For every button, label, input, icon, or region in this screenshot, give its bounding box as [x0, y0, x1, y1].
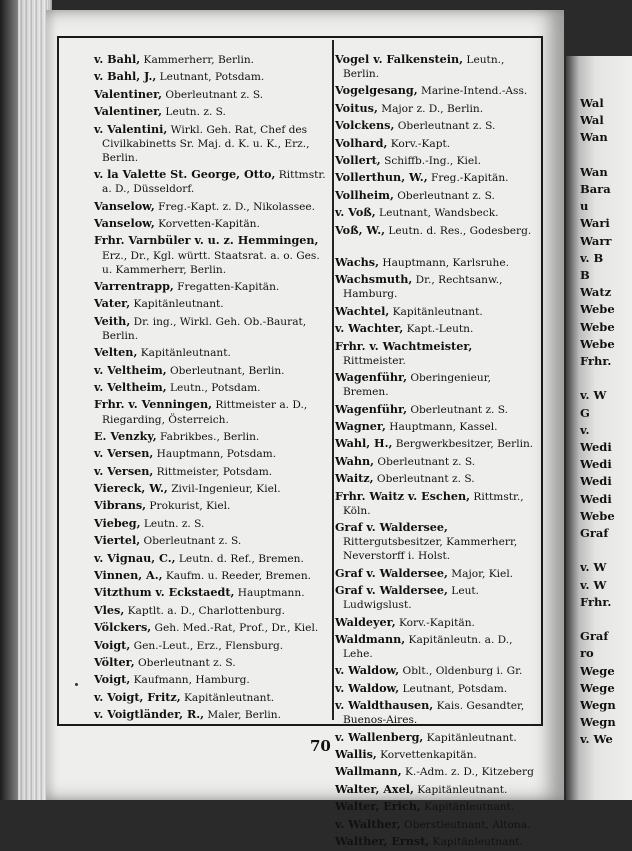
section-gap [335, 240, 538, 255]
next-page-edge [566, 56, 632, 800]
directory-entry [335, 454, 538, 469]
next-page-fragment: Wegn [580, 715, 616, 730]
directory-entry [94, 585, 327, 600]
directory-entry [94, 397, 327, 426]
entry-details: Rittmeister. [343, 354, 406, 367]
directory-entry [94, 551, 327, 566]
directory-entry [335, 747, 538, 762]
next-page-fragment: v. W [580, 388, 607, 403]
entry-name: Frhr. v. Venningen, [94, 397, 212, 412]
entry-details: Oberleutnant z. S. [394, 120, 496, 133]
directory-entry [94, 167, 327, 196]
entry-name: Valentiner, [94, 86, 163, 101]
entry-name: v. la Valette St. George, Otto, [94, 167, 276, 182]
entry-details: Major z. D., Berlin. [377, 102, 484, 115]
entry-details: Oberleutnant z. S. [134, 656, 236, 669]
directory-entry [94, 620, 327, 635]
entry-details: Oberleutnant z. S. [373, 473, 475, 486]
directory-entry [335, 834, 538, 849]
entry-details: Kais. Gesandter, Buenos-Aires. [343, 700, 525, 727]
entry-details: K.-Adm. z. D., Kitzeberg [401, 766, 534, 779]
entry-details: Korvetten-Kapitän. [154, 218, 260, 231]
entry-details: Leutn. z. S. [162, 106, 226, 119]
entry-details: Oberleutnant z. S. [374, 455, 476, 468]
entry-details: Marine-Intend.-Ass. [417, 85, 528, 98]
entry-details: Dr. ing., Wirkl. Geh. Ob.-Baurat, Berlin. [102, 315, 307, 342]
directory-entry [94, 464, 327, 479]
next-page-fragment: v. W [580, 560, 607, 575]
entry-name: Viertel, [94, 533, 141, 548]
left-column [94, 52, 327, 725]
directory-entry [94, 672, 327, 687]
next-page-fragment: Watz [580, 285, 612, 300]
next-page-fragment: Warr [580, 233, 612, 248]
entry-details: Kaufmann, Hamburg. [130, 674, 250, 687]
entry-name: Wagenführ, [335, 370, 407, 385]
directory-entry [94, 707, 327, 722]
directory-entry [94, 122, 327, 165]
entry-name: Voitus, [335, 100, 378, 115]
next-page-fragment: Webe [580, 336, 615, 351]
entry-details: Oberingenieur, Bremen. [343, 372, 491, 399]
directory-entry [335, 520, 538, 563]
entry-name: Vollheim, [335, 187, 394, 202]
directory-entry [335, 272, 538, 301]
next-page-fragment: Wari [580, 216, 610, 231]
next-page-fragment: ro [580, 646, 594, 661]
entry-name: Viebeg, [94, 515, 141, 530]
entry-name: Vogelgesang, [335, 83, 418, 98]
directory-entry [335, 153, 538, 168]
entry-name: Velten, [94, 345, 138, 360]
directory-entry [335, 304, 538, 319]
entry-details: Korv.-Kapt. [387, 137, 451, 150]
entry-name: Wachs, [335, 255, 379, 269]
entry-name: v. Veltheim, [94, 380, 167, 395]
next-page-fragment: Frhr. [580, 594, 612, 609]
directory-entry [94, 429, 327, 444]
entry-details: Leut. Ludwigslust. [343, 585, 480, 612]
next-page-fragment: v. We [580, 732, 613, 747]
next-page-fragment: Webe [580, 319, 615, 334]
entry-name: Vitzthum v. Eckstaedt, [94, 585, 235, 600]
entry-name: Vanselow, [94, 216, 155, 231]
entry-name: Vater, [94, 296, 131, 311]
directory-entry [335, 118, 538, 133]
next-page-fragment: Wegn [580, 698, 616, 712]
entry-details: Leutn. z. S. [140, 517, 205, 530]
entry-details: Maler, Berlin. [204, 709, 281, 722]
entry-details: Korv.-Kapitän. [395, 616, 475, 629]
directory-entry [94, 296, 327, 311]
directory-entry [335, 255, 538, 270]
entry-details: Hauptmann, Kassel. [385, 421, 498, 434]
next-page-fragment: v. [580, 422, 590, 437]
directory-entry [335, 764, 538, 779]
entry-name: Wahl, H., [335, 436, 393, 451]
next-page-fragment: Graf [580, 526, 609, 540]
entry-details: Fregatten-Kapitän. [173, 280, 280, 293]
directory-entry [335, 615, 538, 630]
directory-entry [335, 402, 538, 417]
directory-entry [335, 489, 538, 518]
entry-name: Walter, Erich, [335, 799, 421, 814]
next-page-fragment: Wedi [580, 440, 612, 454]
next-page-fragment: Wege [580, 680, 615, 695]
directory-entry [94, 690, 327, 705]
entry-name: v. Wallenberg, [335, 729, 424, 744]
directory-entry [94, 516, 327, 531]
entry-details: Kapt.-Leutn. [403, 323, 474, 336]
entry-details: Prokurist, Kiel. [146, 500, 231, 513]
entry-name: Wallmann, [335, 764, 402, 779]
entry-details: Leutn., Potsdam. [166, 382, 261, 395]
entry-details: Oblt., Oldenburg i. Gr. [399, 665, 523, 678]
entry-name: v. Voigt, Fritz, [94, 689, 181, 704]
entry-details: Leutn. d. Ref., Bremen. [175, 552, 304, 565]
entry-name: Viereck, W., [94, 481, 168, 496]
entry-details: Freg.-Kapt. z. D., Nikolassee. [154, 200, 316, 213]
directory-entry [94, 69, 327, 84]
entry-details: Kapitänleutnant. [420, 801, 515, 814]
directory-entry [335, 632, 538, 661]
directory-entry [94, 363, 327, 378]
entry-details: Oberleutnant z. S. [140, 535, 242, 548]
entry-name: v. Bahl, J., [94, 69, 157, 84]
entry-details: Kapitänleutnant. [137, 347, 231, 360]
directory-entry [335, 681, 538, 696]
entry-name: v. Versen, [94, 446, 154, 461]
next-page-fragment: v. W [580, 577, 607, 592]
entry-details: Kammerherr, Berlin. [140, 54, 255, 66]
directory-entry [94, 199, 327, 214]
entry-details: Rittergutsbesitzer, Kammerherr, Neverstorff i. Holst. [343, 536, 518, 563]
entry-details: Korvettenkapitän. [376, 749, 477, 762]
directory-entry [94, 87, 327, 102]
entry-details: Freg.-Kapitän. [427, 172, 509, 185]
directory-entry [335, 730, 538, 745]
entry-details: Wirkl. Geh. Rat, Chef des Civilkabinetts Sr. Maj. d. K. u. K., Erz., Berlin. [102, 123, 310, 164]
entry-details: Kapitänleutnant. [389, 305, 483, 318]
entry-details: Kapitänleutnant. [429, 836, 523, 848]
entry-name: Wagenführ, [335, 401, 407, 416]
entry-name: Graf v. Waldersee, [335, 520, 448, 535]
next-page-fragment: Frhr. [580, 354, 612, 368]
entry-details: Oberleutnant z. S. [393, 189, 495, 202]
entry-details: Kapitänleutnant. [130, 298, 224, 311]
entry-details: Leutnant, Potsdam. [156, 71, 265, 84]
directory-entry [94, 446, 327, 461]
entry-details: Kaptlt. a. D., Charlottenburg. [124, 604, 286, 617]
directory-entry [335, 223, 538, 238]
entry-details: Kapitänleutnant. [423, 731, 517, 744]
entry-name: Frhr. Varnbüler v. u. z. Hemmingen, [94, 233, 319, 248]
entry-details: Oberleutnant z. S. [406, 403, 509, 416]
entry-name: v. Veltheim, [94, 362, 167, 377]
entry-name: Veith, [94, 313, 131, 328]
entry-name: Walter, Axel, [335, 781, 414, 796]
entry-name: Voigt, [94, 637, 131, 652]
directory-entry [94, 638, 327, 653]
speck [75, 683, 78, 686]
directory-entry [94, 52, 327, 67]
entry-name: Wagner, [335, 419, 386, 434]
directory-entry [335, 817, 538, 832]
directory-entry [335, 583, 538, 612]
entry-details: Major, Kiel. [447, 567, 514, 580]
entry-name: Wachtel, [335, 303, 390, 318]
entry-name: v. Wachter, [335, 321, 404, 336]
entry-name: Vibrans, [94, 498, 147, 513]
entry-name: Wallis, [335, 747, 377, 762]
entry-details: Schiffb.-Ing., Kiel. [380, 155, 481, 168]
entry-details: Leutn. d. Res., Godesberg. [385, 224, 532, 237]
entry-name: v. Waldow, [335, 663, 400, 678]
entry-name: Völter, [94, 654, 135, 669]
entry-details: Kapitänleutn. a. D., Lehe. [343, 633, 513, 660]
entry-details: Hauptmann, Karlsruhe. [378, 257, 509, 269]
entry-details: Oberleutnant z. S. [162, 88, 264, 101]
directory-entry [94, 216, 327, 231]
next-page-fragment: Webe [580, 302, 615, 317]
entry-details: Leutn., Berlin. [343, 54, 505, 81]
next-page-fragment: B [580, 268, 590, 282]
entry-name: v. Vignau, C., [94, 550, 176, 565]
directory-entry [94, 568, 327, 583]
entry-name: Völckers, [94, 620, 152, 635]
next-page-fragment: Wedi [580, 474, 612, 489]
directory-entry [335, 321, 538, 336]
next-page-fragment: v. B [580, 250, 604, 265]
next-page-fragment: Graf [580, 629, 609, 644]
entry-name: Wachsmuth, [335, 272, 413, 287]
entry-name: Vogel v. Falkenstein, [335, 52, 464, 66]
entry-name: Graf v. Waldersee, [335, 565, 448, 580]
entry-name: Waitz, [335, 471, 374, 486]
entry-name: Walther, Ernst, [335, 834, 430, 848]
entry-details: Rittmeister a. D., Riegarding, Österreich. [102, 399, 308, 426]
entry-name: v. Walther, [335, 816, 401, 831]
entry-name: v. Waldow, [335, 680, 400, 695]
entry-details: Rittmeister, Potsdam. [153, 465, 273, 478]
entry-name: Vollerthun, W., [335, 170, 428, 185]
entry-name: Vles, [94, 602, 125, 617]
directory-entry [94, 655, 327, 670]
entry-name: Voß, W., [335, 222, 386, 237]
directory-entry [335, 799, 538, 814]
next-page-fragment: Webe [580, 508, 615, 523]
directory-entry [335, 566, 538, 581]
entry-name: Waldeyer, [335, 614, 396, 629]
entry-name: Volckens, [335, 118, 395, 133]
directory-entry [335, 471, 538, 486]
entry-details: Kapitänleutnant. [180, 691, 275, 704]
next-page-fragment: Wan [580, 164, 608, 179]
directory-entry [94, 603, 327, 618]
directory-entry [335, 436, 538, 451]
directory-entry [335, 698, 538, 727]
directory-entry [335, 370, 538, 399]
directory-entry [335, 170, 538, 185]
entry-name: Vanselow, [94, 198, 155, 213]
entry-details: Erz., Dr., Kgl. württ. Staatsrat. a. o. Ges. u. Kammerherr, Berlin. [102, 249, 320, 276]
entry-name: Vinnen, A., [94, 568, 163, 583]
directory-entry [94, 104, 327, 119]
next-page-fragment: Wan [580, 130, 608, 145]
entry-name: v. Waldthausen, [335, 698, 434, 713]
entry-name: Voigt, [94, 672, 131, 687]
entry-name: Valentiner, [94, 104, 163, 119]
entry-details: Oberstleutnant, Altona. [400, 818, 531, 831]
entry-details: Rittmstr. a. D., Düsseldorf. [102, 169, 326, 196]
entry-name: Frhr. Waitz v. Eschen, [335, 488, 471, 503]
entry-name: Wahn, [335, 453, 375, 468]
entry-name: Volhard, [335, 135, 388, 150]
entry-details: Rittmstr., Köln. [343, 490, 524, 517]
directory-entry [335, 188, 538, 203]
entry-details: Hauptmann. [234, 587, 305, 600]
entry-details: Bergwerkbesitzer, Berlin. [392, 438, 534, 451]
entry-name: Waldmann, [335, 631, 406, 646]
entry-details: Zivil-Ingenieur, Kiel. [167, 483, 281, 496]
next-page-fragment: Wege [580, 663, 615, 678]
directory-entry [335, 136, 538, 151]
directory-entry [335, 419, 538, 434]
next-page-fragment: Wal [580, 96, 604, 110]
directory-entry [94, 233, 327, 276]
entry-name: v. Versen, [94, 463, 154, 478]
entry-details: Kaufm. u. Reeder, Bremen. [162, 570, 312, 583]
directory-entry [335, 782, 538, 797]
entry-details: Hauptmann, Potsdam. [153, 448, 277, 461]
directory-entry [94, 345, 327, 360]
entry-name: Vollert, [335, 153, 381, 168]
directory-entry [335, 339, 538, 368]
entry-details: Oberleutnant, Berlin. [166, 364, 285, 377]
directory-entry [94, 533, 327, 548]
directory-entry [94, 314, 327, 343]
entry-details: Leutnant, Wandsbeck. [375, 207, 499, 220]
entry-details: Geh. Med.-Rat, Prof., Dr., Kiel. [151, 622, 319, 635]
directory-entry [335, 101, 538, 116]
entry-details: Gen.-Leut., Erz., Flensburg. [130, 639, 284, 652]
directory-entry [335, 663, 538, 678]
directory-entry [94, 279, 327, 294]
entry-name: Varrentrapp, [94, 278, 174, 293]
entry-name: Graf v. Waldersee, [335, 583, 448, 598]
entry-details: Dr., Rechtsanw., Hamburg. [343, 274, 503, 301]
entry-details: Leutnant, Potsdam. [399, 682, 508, 695]
entry-name: v. Voß, [335, 205, 376, 220]
directory-entry [94, 380, 327, 395]
directory-entry [94, 481, 327, 496]
next-page-fragment: Wal [580, 113, 604, 128]
entry-details: Fabrikbes., Berlin. [156, 430, 260, 443]
entry-name: v. Valentini, [94, 121, 168, 136]
directory-entry [94, 498, 327, 513]
next-page-fragment: Wedi [580, 491, 612, 506]
entry-name: E. Venzky, [94, 428, 157, 443]
entry-name: v. Voigtländer, R., [94, 707, 205, 722]
next-page-fragment: u [580, 199, 589, 214]
directory-entry [335, 52, 538, 81]
directory-entry [335, 205, 538, 220]
entry-details: Kapitänleutnant. [413, 783, 508, 796]
next-page-fragment: Wedi [580, 457, 612, 472]
page-number: 70 [310, 737, 331, 755]
directory-entry [335, 83, 538, 98]
right-column [335, 52, 538, 851]
next-page-fragment: Bara [580, 182, 611, 196]
entry-name: Frhr. v. Wachtmeister, [335, 338, 473, 353]
entry-name: v. Bahl, [94, 52, 141, 66]
next-page-fragment: G [580, 405, 590, 420]
column-divider [332, 40, 334, 720]
